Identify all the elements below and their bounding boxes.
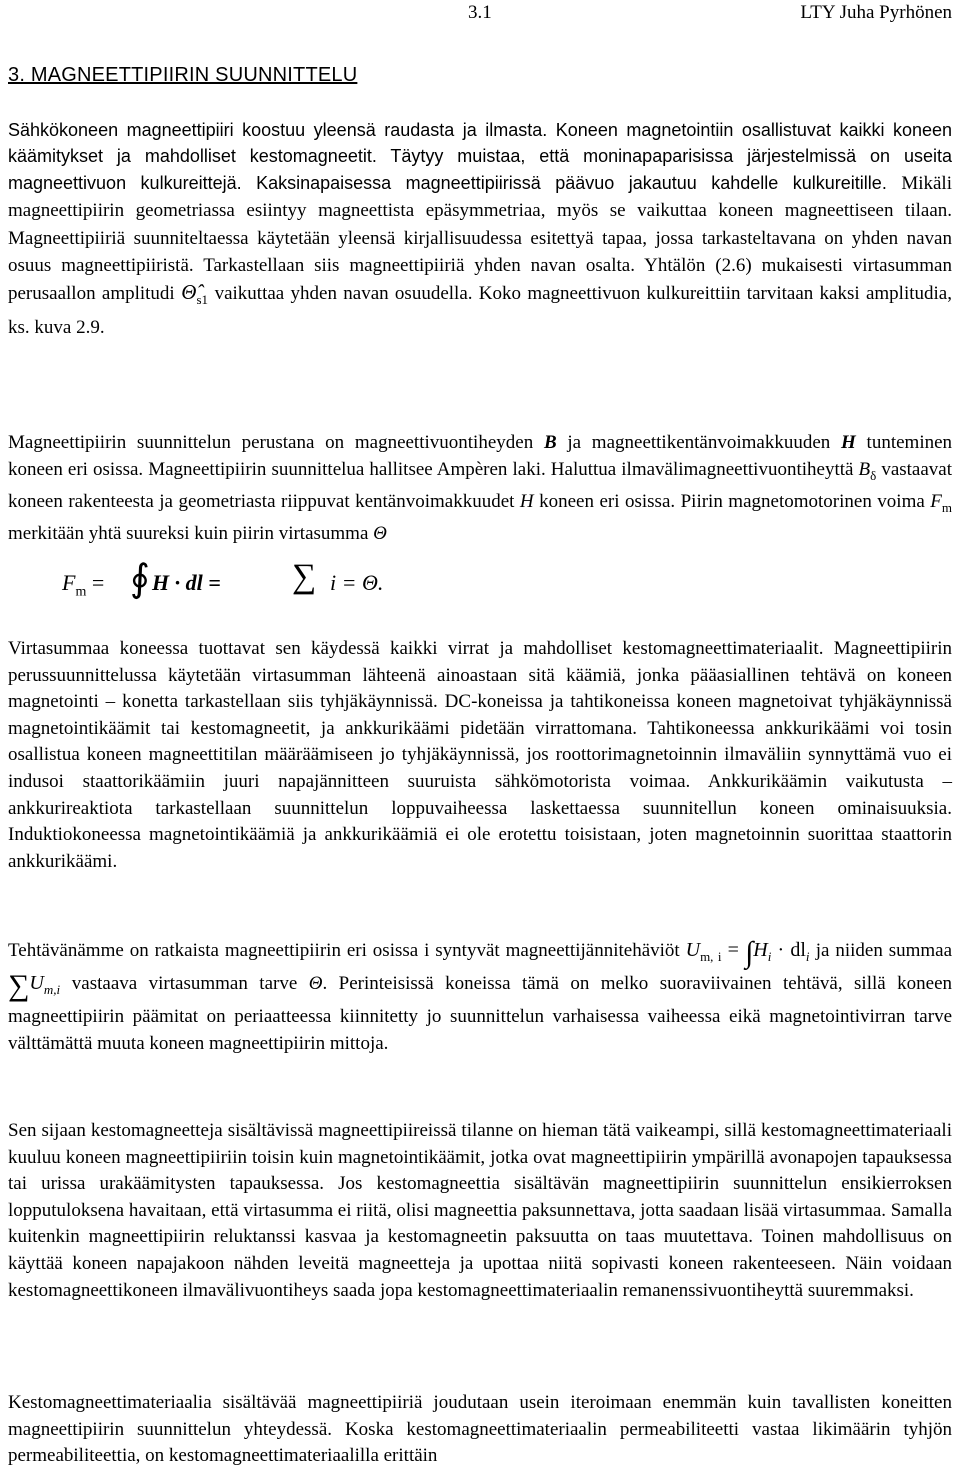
section-title: 3. MAGNEETTIPIIRIN SUUNNITTELU xyxy=(8,64,358,86)
summation-icon: ∑ xyxy=(292,558,317,595)
basis-text-e: koneen eri osissa. Piirin magnetomotorinen voima xyxy=(539,490,925,512)
task-text-a: Tehtävänämme on ratkaista magneettipiirin eri osissa i syntyvät magneettijännitehäviöt xyxy=(8,940,680,961)
header-author: LTY Juha Pyrhönen xyxy=(800,2,952,23)
contour-integral-icon: ∮ xyxy=(130,558,150,600)
paragraph-iteration: Kestomagneettimateriaalia sisältävää magneettipiiriä joudutaan usein iteroimaan enemmän kuin tavallisten koneitten magneettipiirin suunnittelun yhteydessä. Koska kestomagneettimateriaalin permeabiliteetti vastaa likimäärin tyhjön permeabiliteettia, on kestomagneettimateriaalilla erittäin xyxy=(8,1392,952,1467)
basis-text-c: tunteminen koneen eri osissa. Magneettipiirin suunnittelua hallitsee Ampèren laki. Haluttua ilmavälimagneettivuontiheyttä xyxy=(8,432,953,480)
inline-equation-um: $U_{m, i} = \int H_i \cdot dl_i$ xyxy=(685,936,810,969)
intro-text-2: Mikäli magneettipiirin geometriassa esiintyy magneettista epäsymmetriaa, myös se vaikuttaa koneen magneettiseen tilaan. Magneettipiiriä suunniteltaessa käytetään yleensä kirjallisuudessa esitettyä tapaa, jossa tarkasteltavana on yhden navan osuus magneettipiiristä. Tarkastellaan siis magneettipiiriä yhden navan osalta. Yhtälön (2.6) mukaisesti virtasumman perusaallon amplitudi xyxy=(8,172,952,305)
equation-integrand: H · dl = xyxy=(152,570,221,595)
symbol-H: H xyxy=(841,432,856,453)
symbol-H-2: H xyxy=(519,490,534,512)
symbol-Fm: $F_m$ xyxy=(930,490,953,515)
paragraph-current-linkage: Virtasummaa koneessa tuottavat sen käydessä kaikki virrat ja mahdolliset kestomagneettimateriaalit. Magneettipiirin perussuunnittelussa käytetään virtasumman lähteenä ainoastaan sitä käämiä, jonka pääasiallinen tehtävä on koneen magnetointi – konetta tarkastellaan siis tyhjäkäynnissä. DC-koneissa ja tahtikoneissa koneen magnetoivat tyhjäkäynnissä magnetointikäämit tai kestomagneetit, ja ankkurikäämi pidetään virrattomana. Tahtikoneessa ankkurikäämi voi tosin osallistua koneen magneettitilan määräämiseen jo tyhjäkäynnissä, jos roottorimagnetoinnin ilmaväliin synnyttämä vuo ei indusoi staattorikäämiin juuri napajännitteen suuruista sähkömotorista voimaa. Ankkurikäämin vaikutusta – ankkurireaktiota tarkastellaan suunnittelun loppuvaiheessa laskettaessa suunnitellun koneen ominaisuuksia. Induktiokoneessa magnetointikäämiä ja ankkurikäämiä ei ole erotettu toisistaan, joten magnetoinnin suorittaa staattorin ankkurikäämi. xyxy=(8,638,952,872)
symbol-theta: Θ xyxy=(373,523,387,545)
symbol-theta-2: Θ xyxy=(308,973,323,994)
basis-text-a: Magneettipiirin suunnittelun perustana on magneettivuontiheyden xyxy=(8,432,534,453)
basis-text-f: merkitään yhtä suureksi kuin piirin virtasumma xyxy=(8,523,369,545)
task-text-b: ja niiden summaa xyxy=(815,940,953,961)
paragraph-intro xyxy=(8,117,952,341)
symbol-B: B xyxy=(543,432,557,453)
equation-rhs: i = Θ. xyxy=(330,570,384,595)
symbol-B-delta: $B_\delta$ xyxy=(858,458,877,483)
task-text-c: vastaava virtasumman tarve xyxy=(71,973,298,994)
page-header xyxy=(0,2,960,28)
integral-icon: ∫ xyxy=(745,936,754,969)
paragraph-task xyxy=(8,937,952,1057)
paragraph-basis xyxy=(8,430,952,548)
paragraph-permanent-magnets: Sen sijaan kestomagneetteja sisältävissä magneettipiireissä tilanne on hieman tätä vaikeampi, sillä kestomagneettimateriaali kuuluu koneen magneettipiiriin toisin kuin magnetointikäämit, jotka ovat magneettipiirin ympärillä avonapojen tapauksessa tai urissa urakäämitysten tapauksessa. Jos kestomagneettia sisältävän magneettipiirin suunnittelun ensikierroksen lopputuloksena havaitaan, että virtasumma ei riitä, olisi magneettia paksunnettava, jotta saadaan lisää virtasummaa. Samalla kuitenkin magneettipiirin reluktanssi kasvaa ja kestomagneetin paksuutta on taas muutettava. Toinen mahdollisuus on käyttää koneen napajakoon nähden leveitä magneetteja ja upottaa niitä sopivasti koneen rakenteeseen. Näin voidaan kestomagneettikoneen ilmavälivuontiheys saada jopa kestomagneettimateriaalin remanenssivuontiheyttä suuremmaksi. xyxy=(8,1120,952,1301)
summation-icon-2: ∑ xyxy=(8,969,30,1002)
amperes-law-equation xyxy=(62,558,482,606)
basis-text-b: ja magneettikentänvoimakkuuden xyxy=(567,432,831,453)
basis-text-d: vastaavat koneen rakenteesta ja geometriasta riippuvat kentänvoimakkuudet xyxy=(8,458,952,512)
intro-text-1: Sähkökoneen magneettipiiri koostuu yleensä raudasta ja ilmasta. Koneen magnetointiin osallistuvat kaikki koneen käämitykset ja mahdolliset kestomagneetit. Täytyy muistaa, että moninapaparisissa järjestelmissä on useita magneettivuon kulkureittejä. Kaksinapaisessa magneettipiirissä päävuo jakautuu kahdelle kulkureitille. xyxy=(8,120,952,193)
theta-hat-symbol: $\Thetâ_{s1}$ xyxy=(181,280,209,308)
intro-text-3: vaikuttaa yhden navan osuudella. Koko magneettivuon kulkureittiin tarvitaan kaksi amplitudia, ks. kuva 2.9. xyxy=(8,283,952,339)
task-text-d: . Perinteisissä koneissa tämä on melko suoraviivainen tehtävä, sillä koneen magneettipiirin päämitat on periaatteessa kiinnitetty jo suunnittelun varhaisessa vaiheessa eikä magnetointivirran tarve välttämättä muuta koneen magneettipiirin mittoja. xyxy=(8,973,953,1054)
page-number: 3.1 xyxy=(468,2,492,23)
inline-sum-um: $\sum U_{m,i}$ xyxy=(8,969,61,1002)
equation-lhs: $F_m$ = xyxy=(62,570,105,600)
